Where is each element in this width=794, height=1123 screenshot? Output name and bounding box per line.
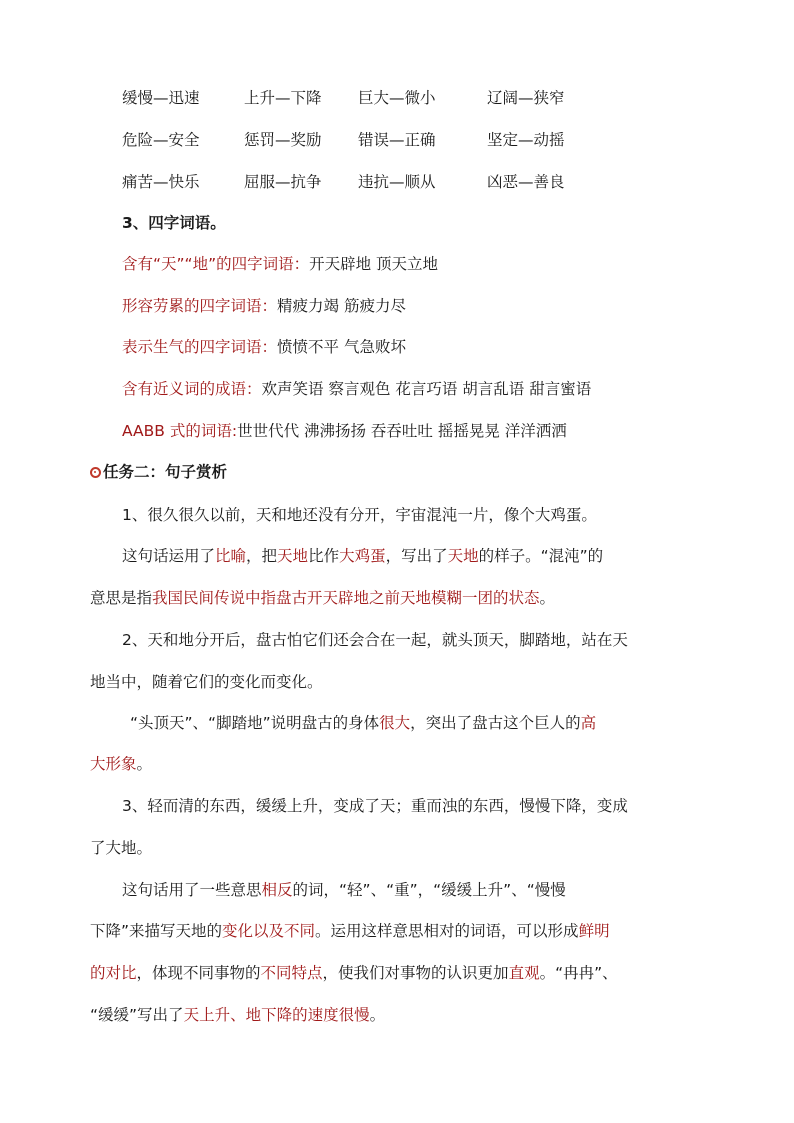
answer-highlight: 直观 xyxy=(508,964,540,982)
text-run: ，使我们对事物的认识更加 xyxy=(322,964,509,982)
antonym-pair: 错误—正确 xyxy=(358,131,436,149)
text-run: ，突出了盘古这个巨人的 xyxy=(410,714,581,732)
antonym-pair: 缓慢—迅速 xyxy=(122,89,200,107)
analysis-2-line-2 xyxy=(90,753,152,775)
sentence-2-line-1: 2、天和地分开后，盘古怕它们还会合在一起，就头顶天，脚踏地，站在天 xyxy=(122,631,628,649)
text-run: ，体现不同事物的 xyxy=(136,964,261,982)
answer-highlight: 鲜明 xyxy=(578,922,610,940)
text-run: 。“冉冉”、 xyxy=(539,964,618,982)
text-run: 的词，“轻”、“重”，“缓缓上升”、“慢慢 xyxy=(292,881,566,899)
text-run: ，写出了 xyxy=(385,547,448,565)
answer-highlight: 天地 xyxy=(447,547,479,565)
analysis-2-line-1 xyxy=(130,712,596,734)
antonym-pair: 坚定—动摇 xyxy=(487,131,565,149)
text-run: 意思是指 xyxy=(90,589,153,607)
sentence-1: 1、很久很久以前，天和地还没有分开，宇宙混沌一片，像个大鸡蛋。 xyxy=(122,506,597,524)
row-label: 含有“天”“地”的四字词语： xyxy=(122,255,310,273)
answer-highlight: 的对比 xyxy=(90,964,137,982)
word-row xyxy=(122,420,567,442)
answer-highlight: 变化以及不同 xyxy=(222,922,316,940)
row-words: 世世代代 沸沸扬扬 吞吞吐吐 摇摇晃晃 洋洋洒洒 xyxy=(237,422,567,440)
analysis-1-line-2 xyxy=(90,587,555,609)
answer-highlight: 高 xyxy=(580,714,597,732)
analysis-1-line-1 xyxy=(122,545,603,567)
sentence-2-line-2: 地当中，随着它们的变化而变化。 xyxy=(90,673,323,691)
answer-highlight: 我国民间传说中指盘古开天辟地之前天地模糊一团的状态 xyxy=(152,589,540,607)
analysis-3-line-2 xyxy=(90,920,610,942)
text-run: “头顶天”、“脚踏地”说明盘古的身体 xyxy=(130,714,380,732)
text-run: 比作 xyxy=(308,547,340,565)
antonym-pair: 危险—安全 xyxy=(122,131,200,149)
row-label: 表示生气的四字词语： xyxy=(122,338,278,356)
answer-highlight: 天地 xyxy=(277,547,309,565)
text-run: 。运用这样意思相对的词语，可以形成 xyxy=(315,922,579,940)
task-heading-text: 任务二：句子赏析 xyxy=(103,463,228,481)
antonym-pair: 巨大—微小 xyxy=(358,89,436,107)
text-run: 这句话运用了 xyxy=(122,547,216,565)
answer-highlight: 天上升、地下降的速度很慢 xyxy=(183,1006,370,1024)
answer-highlight: 大形象 xyxy=(90,755,137,773)
text-run: 。 xyxy=(369,1006,386,1024)
antonym-pair: 屈服—抗争 xyxy=(244,173,322,191)
text-run: “缓缓”写出了 xyxy=(90,1006,184,1024)
analysis-3-line-1 xyxy=(122,879,566,901)
text-run: 。 xyxy=(136,755,153,773)
answer-highlight: 不同特点 xyxy=(260,964,323,982)
antonym-pair: 违抗—顺从 xyxy=(358,173,436,191)
antonym-pair: 凶恶—善良 xyxy=(487,173,565,191)
antonym-pair: 惩罚—奖励 xyxy=(244,131,322,149)
answer-highlight: 很大 xyxy=(379,714,411,732)
row-words: 精疲力竭 筋疲力尽 xyxy=(277,297,406,315)
text-run: 这句话用了一些意思 xyxy=(122,881,262,899)
row-words: 开天辟地 顶天立地 xyxy=(309,255,439,273)
analysis-3-line-4 xyxy=(90,1004,385,1026)
row-label: AABB 式的词语: xyxy=(122,422,238,440)
word-row xyxy=(122,336,406,358)
antonym-pair: 辽阔—狭窄 xyxy=(487,89,565,107)
bullet-circle-icon xyxy=(90,467,101,478)
row-label: 含有近义词的成语： xyxy=(122,380,262,398)
answer-highlight: 相反 xyxy=(261,881,293,899)
row-words: 欢声笑语 察言观色 花言巧语 胡言乱语 甜言蜜语 xyxy=(261,380,592,398)
word-row xyxy=(122,378,591,400)
text-run: 的样子。“混沌”的 xyxy=(478,547,604,565)
task-heading xyxy=(90,461,227,483)
row-label: 形容劳累的四字词语： xyxy=(122,297,278,315)
section-heading: 3、四字词语。 xyxy=(122,214,226,232)
text-run: ，把 xyxy=(246,547,278,565)
word-row xyxy=(122,253,438,275)
antonym-pair: 上升—下降 xyxy=(244,89,322,107)
answer-highlight: 大鸡蛋 xyxy=(339,547,386,565)
antonym-pair: 痛苦—快乐 xyxy=(122,173,200,191)
sentence-3-line-2: 了大地。 xyxy=(90,839,153,857)
text-run: 下降”来描写天地的 xyxy=(90,922,223,940)
answer-highlight: 比喻 xyxy=(215,547,247,565)
text-run: 。 xyxy=(539,589,556,607)
sentence-3-line-1: 3、轻而清的东西，缓缓上升，变成了天；重而浊的东西，慢慢下降，变成 xyxy=(122,797,628,815)
word-row xyxy=(122,295,406,317)
row-words: 愤愤不平 气急败坏 xyxy=(277,338,406,356)
analysis-3-line-3 xyxy=(90,962,618,984)
